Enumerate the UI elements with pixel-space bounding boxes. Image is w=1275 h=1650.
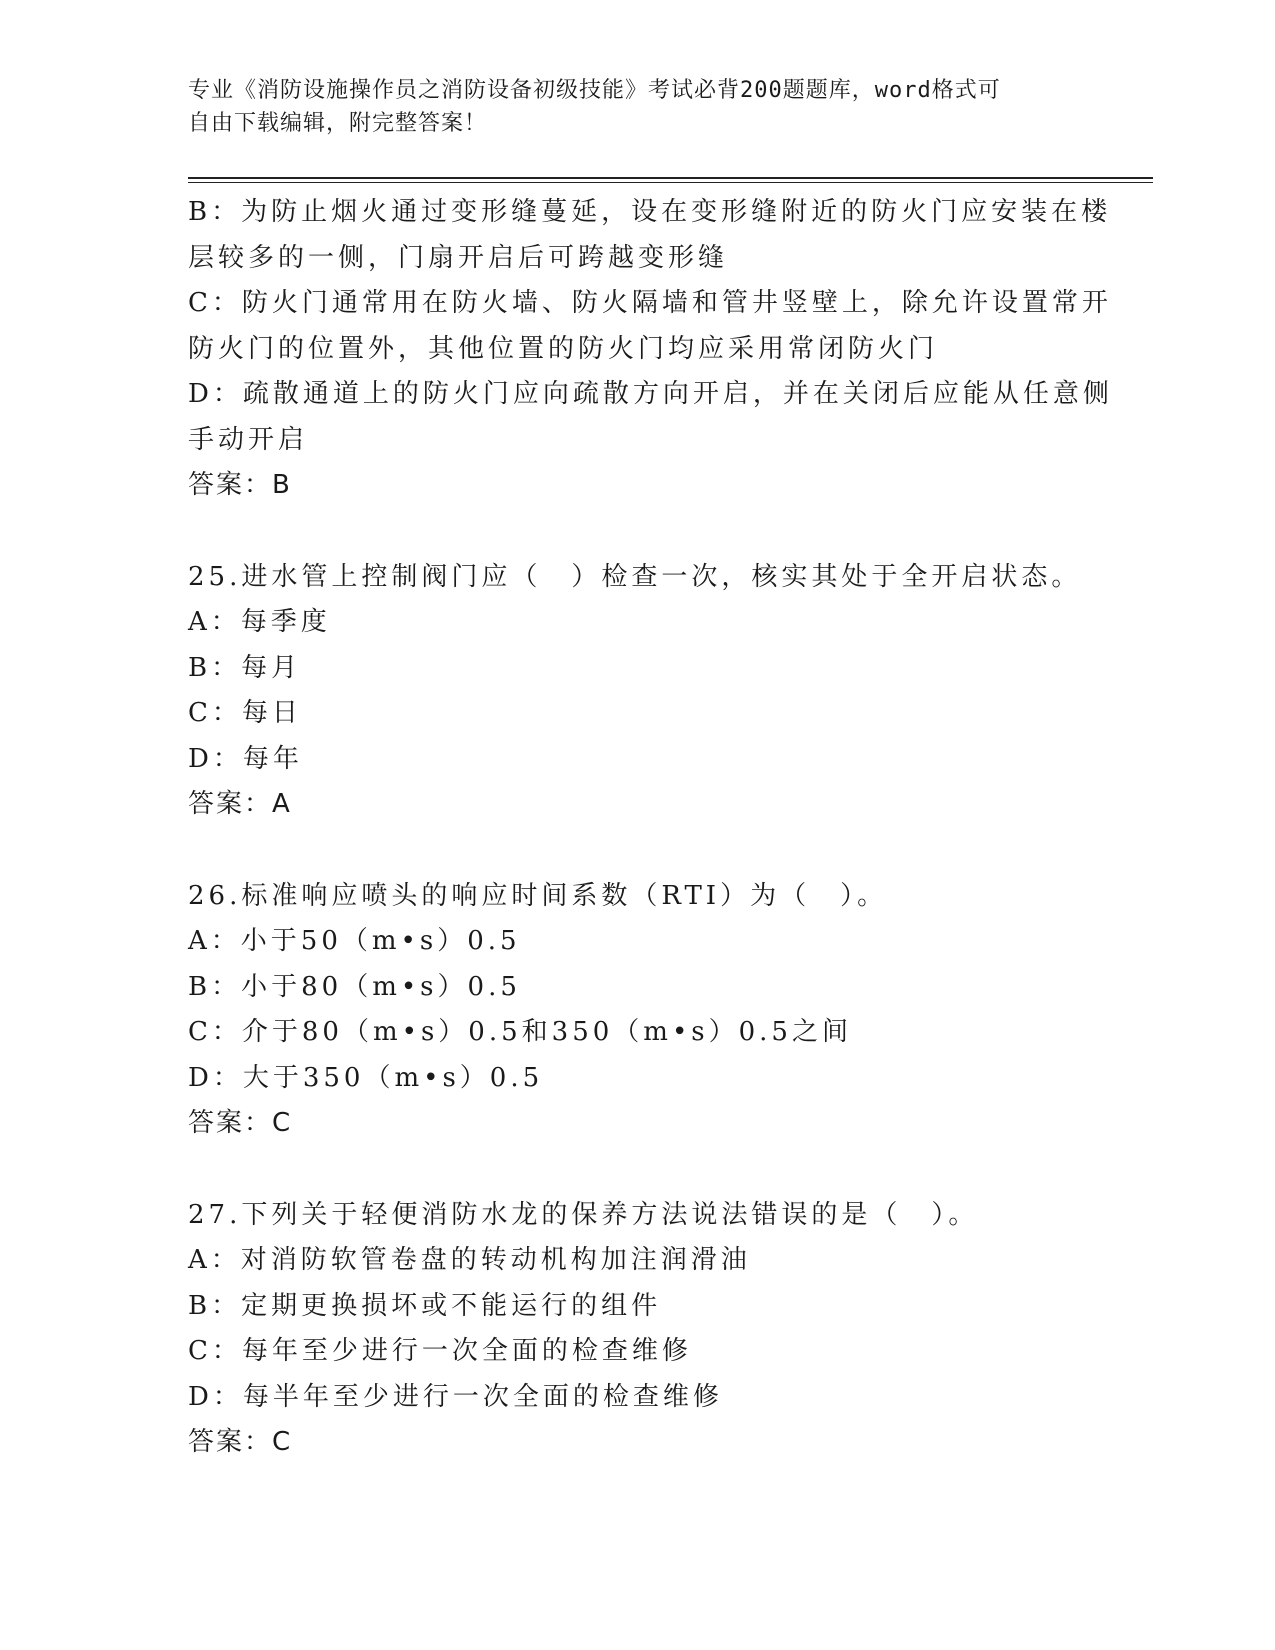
option-a: A：对消防软管卷盘的转动机构加注润滑油 [188,1245,751,1275]
question-26 [188,874,1088,1147]
option-a: A：每季度 [188,607,331,637]
option-c: C：介于80（m•s）0.5和350（m•s）0.5之间 [188,1017,852,1047]
option-b: B：定期更换损坏或不能运行的组件 [188,1290,662,1321]
answer: 答案：C [188,1427,293,1457]
question-list [188,190,1113,1466]
question-text: 26.标准响应喷头的响应时间系数（RTI）为（ ）。 [188,880,888,911]
option-d: D：每半年至少进行一次全面的检查维修 [188,1381,723,1412]
option-a: A：小于50（m•s）0.5 [188,926,521,956]
option-d: D：大于350（m•s）0.5 [188,1062,544,1093]
spacer [188,1147,1088,1193]
option-b-line-2: 层较多的一侧，门扇开启后可跨越变形缝 [188,242,729,273]
header-divider-thick [188,177,1153,179]
answer: 答案：B [188,470,292,500]
spacer [188,509,1088,555]
document-header [188,74,1088,140]
question-text: 25.进水管上控制阀门应（ ）检查一次，核实其处于全开启状态。 [188,561,1082,592]
option-b-line-1: B：为防止烟火通过变形缝蔓延，设在变形缝附近的防火门应安装在楼 [188,197,1112,227]
question-25 [188,555,1088,828]
header-line-2: 自由下载编辑，附完整答案！ [188,111,488,136]
option-d: D：每年 [188,743,303,774]
question-24-continued [188,190,1113,509]
header-divider-thin [188,182,1153,183]
option-b: B：每月 [188,652,302,683]
option-c-line-2: 防火门的位置外，其他位置的防火门均应采用常闭防火门 [188,333,939,364]
option-b: B：小于80（m•s）0.5 [188,971,521,1002]
option-c: C：每年至少进行一次全面的检查维修 [188,1336,692,1366]
header-line-1: 专业《消防设施操作员之消防设备初级技能》考试必背200题题库，word格式可 [188,78,1001,103]
question-27 [188,1193,1088,1466]
question-text: 27.下列关于轻便消防水龙的保养方法说法错误的是（ ）。 [188,1199,979,1230]
spacer [188,828,1088,874]
option-d-line-2: 手动开启 [188,424,309,455]
answer: 答案：C [188,1108,293,1138]
answer: 答案：A [188,789,292,819]
option-c-line-1: C：防火门通常用在防火墙、防火隔墙和管井竖壁上，除允许设置常开 [188,288,1112,318]
option-d-line-1: D：疏散通道上的防火门应向疏散方向开启，并在关闭后应能从任意侧 [188,379,1113,409]
option-c: C：每日 [188,698,302,728]
